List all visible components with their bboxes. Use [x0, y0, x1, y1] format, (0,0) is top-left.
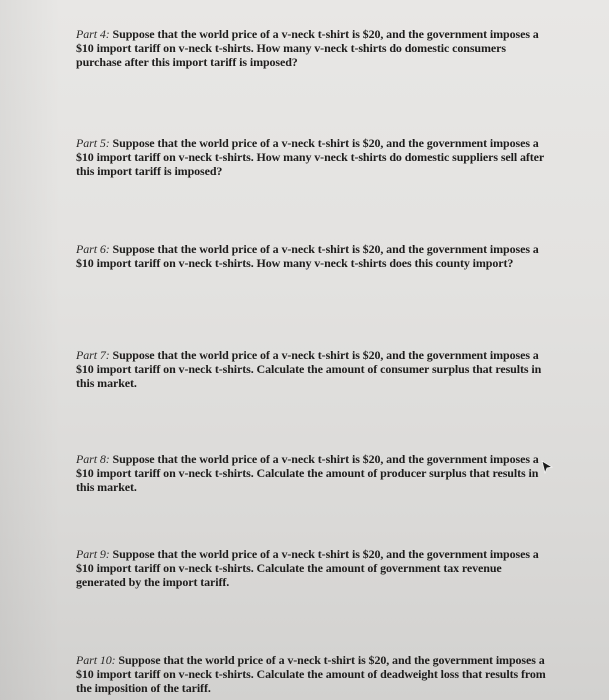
page-shadow — [0, 0, 60, 700]
question-part-9 — [76, 547, 546, 589]
question-text: Suppose that the world price of a v-neck t-shirt is $20, and the government imposes a $10 import tariff on v-neck t-shirts. Calculate the amount of government tax revenue generated by the import tariff. — [76, 547, 539, 589]
question-text: Suppose that the world price of a v-neck t-shirt is $20, and the government imposes a $10 import tariff on v-neck t-shirts. Calculate the amount of consumer surplus that results in this market. — [76, 348, 542, 390]
part-label: Part 8: — [76, 452, 110, 466]
question-part-8 — [76, 452, 546, 494]
question-part-5 — [76, 136, 546, 178]
question-text: Suppose that the world price of a v-neck t-shirt is $20, and the government imposes a $10 import tariff on v-neck t-shirts. How many v-neck t-shirts do domestic suppliers sell after this import tariff is imposed? — [76, 136, 544, 178]
question-part-7 — [76, 348, 546, 390]
question-text: Suppose that the world price of a v-neck t-shirt is $20, and the government imposes a $10 import tariff on v-neck t-shirts. How many v-neck t-shirts do domestic consumers purchase after this import tariff is imposed? — [76, 27, 539, 69]
part-label: Part 4: — [76, 27, 110, 41]
question-part-6 — [76, 242, 546, 270]
part-label: Part 7: — [76, 348, 110, 362]
question-text: Suppose that the world price of a v-neck t-shirt is $20, and the government imposes a $10 import tariff on v-neck t-shirts. Calculate the amount of deadweight loss that results from the imposition of the tariff. — [76, 653, 546, 695]
part-label: Part 9: — [76, 547, 110, 561]
part-label: Part 6: — [76, 242, 110, 256]
mouse-pointer-icon — [540, 460, 554, 474]
part-label: Part 5: — [76, 136, 110, 150]
question-part-4 — [76, 27, 546, 69]
question-part-10 — [76, 653, 546, 695]
question-text: Suppose that the world price of a v-neck t-shirt is $20, and the government imposes a $10 import tariff on v-neck t-shirts. Calculate the amount of producer surplus that results in this market. — [76, 452, 539, 494]
part-label: Part 10: — [76, 653, 116, 667]
question-text: Suppose that the world price of a v-neck t-shirt is $20, and the government imposes a $10 import tariff on v-neck t-shirts. How many v-neck t-shirts does this county import? — [76, 242, 539, 270]
